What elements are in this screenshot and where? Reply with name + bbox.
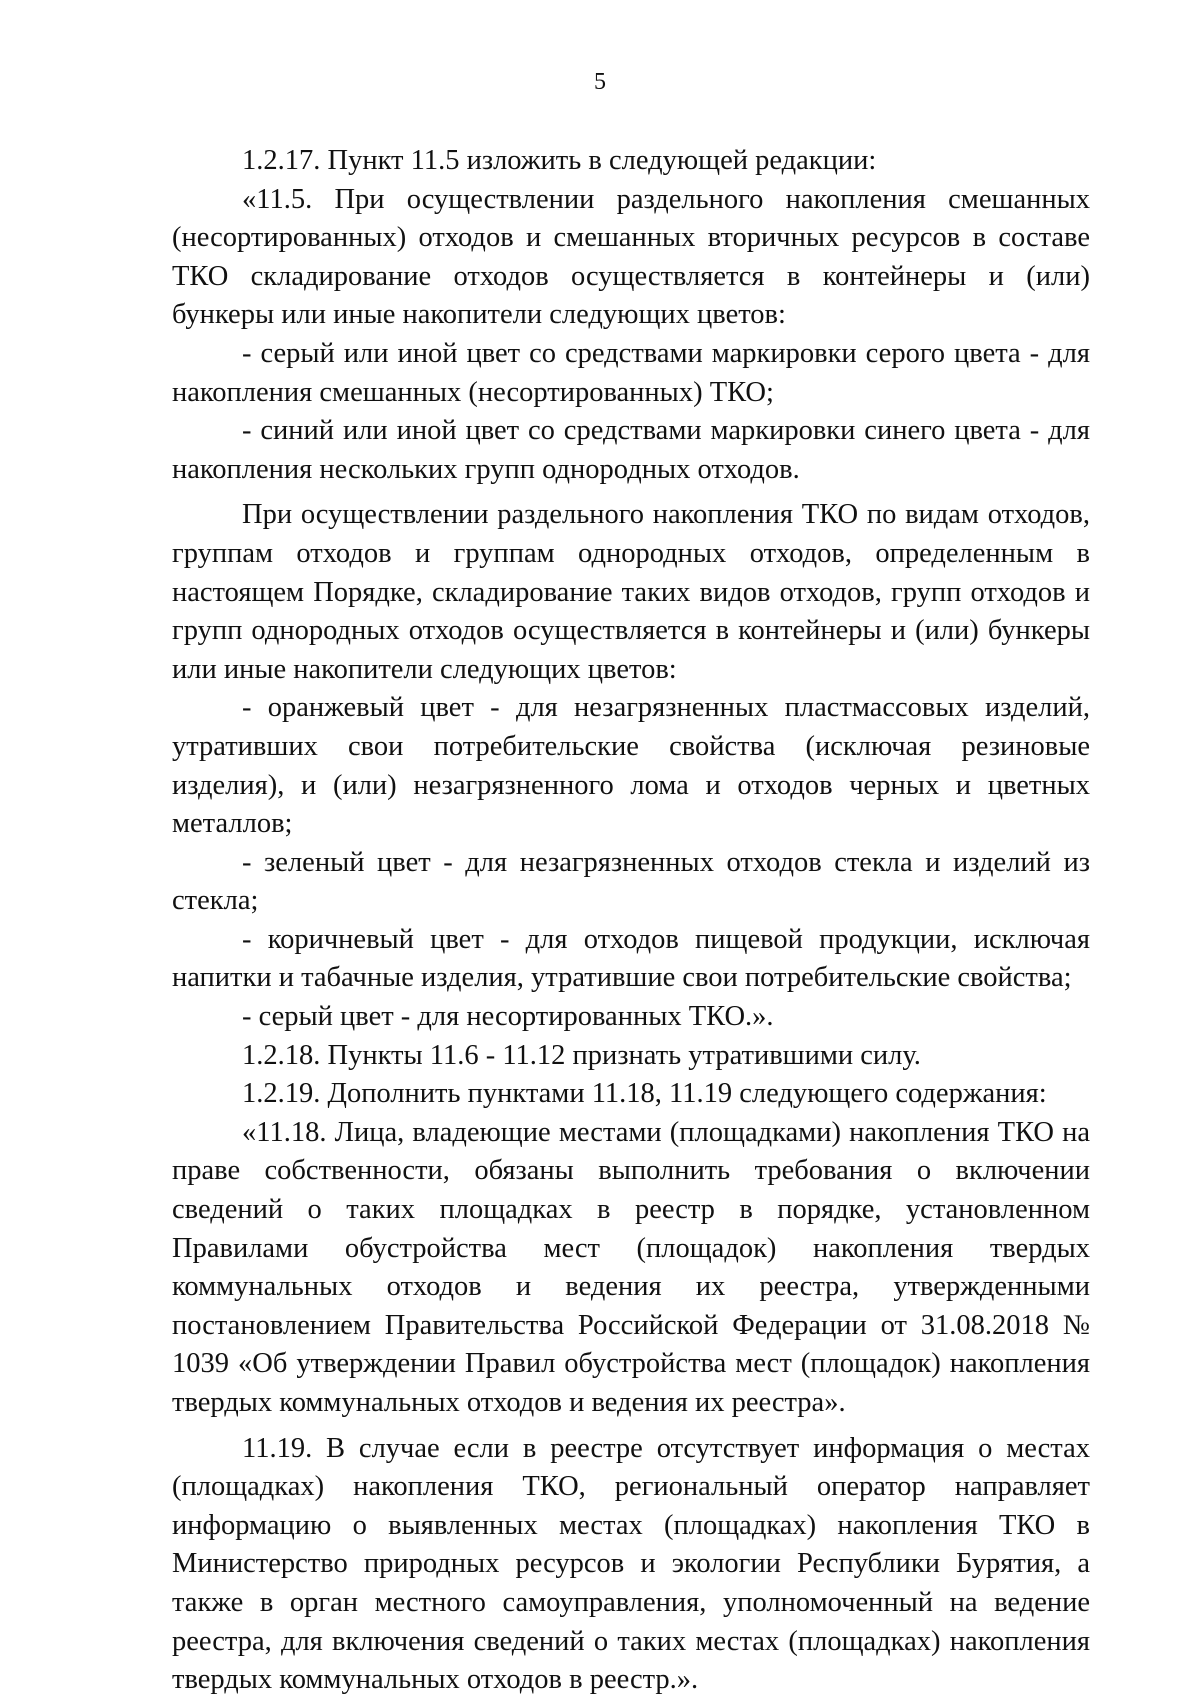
list-item-orange-container: - оранжевый цвет - для незагрязненных пластмассовых изделий, утративших свои потребительские свойства (исключая резиновые изделия), и (или) незагрязненного лома и отходов черных и цветных металлов; bbox=[172, 692, 1090, 840]
paragraph-11-19: 11.19. В случае если в реестре отсутствует информация о местах (площадках) накопления ТКО, региональный оператор направляет информацию о выявленных местах (площадках) накопления ТКО в Министерство природных ресурсов и экологии Республики Бурятия, а также в орган местного самоуправления, уполномоченный на ведение реестра, для включения сведений о таких местах (площадках) накопления твердых коммунальных отходов в реестр.». bbox=[172, 1432, 1090, 1696]
paragraph-separate-collection: При осуществлении раздельного накопления ТКО по видам отходов, группам отходов и группам однородных отходов, определенным в настоящем Порядке, складирование таких видов отходов, групп отходов и групп однородных отходов осуществляется в контейнеры и (или) бункеры или иные накопители следующих цветов: bbox=[172, 499, 1090, 685]
paragraph-spacer bbox=[172, 489, 1090, 496]
list-item-blue-container: - синий или иной цвет со средствами маркировки синего цвета - для накопления нескольких групп однородных отходов. bbox=[172, 415, 1090, 485]
list-item-gray-container: - серый или иной цвет со средствами маркировки серого цвета - для накопления смешанных (несортированных) ТКО; bbox=[172, 337, 1090, 408]
list-item-brown-container: - коричневый цвет - для отходов пищевой продукции, исключая напитки и табачные изделия, утратившие свои потребительские свойства; bbox=[172, 923, 1090, 994]
document-body bbox=[172, 142, 1090, 1700]
paragraph-11-18: «11.18. Лица, владеющие местами (площадками) накопления ТКО на праве собственности, обязаны выполнить требования о включении сведений о таких площадках в реестр в порядке, установленном Правилами обустройства мест (площадок) накопления твердых коммунальных отходов и ведения их реестра, утвержденными постановлением Правительства Российской Федерации от 31.08.2018 № 1039 «Об утверждении Правил обустройства мест (площадок) накопления твердых коммунальных отходов и ведения их реестра». bbox=[172, 1116, 1090, 1418]
paragraph-1-2-17: 1.2.17. Пункт 11.5 изложить в следующей редакции: bbox=[242, 145, 877, 176]
paragraph-11-5: «11.5. При осуществлении раздельного накопления смешанных (несортированных) отходов и смешанных вторичных ресурсов в составе ТКО складирование отходов осуществляется в контейнеры и (или) бункеры или иные накопители следующих цветов: bbox=[172, 183, 1090, 331]
list-item-gray-unsorted: - серый цвет - для несортированных ТКО.». bbox=[242, 1001, 774, 1033]
paragraph-spacer bbox=[172, 1423, 1090, 1430]
paragraph-1-2-19: 1.2.19. Дополнить пунктами 11.18, 11.19 следующего содержания: bbox=[242, 1078, 1047, 1110]
page-number: 5 bbox=[594, 69, 606, 95]
list-item-green-container: - зеленый цвет - для незагрязненных отходов стекла и изделий из стекла; bbox=[172, 846, 1090, 917]
paragraph-1-2-18: 1.2.18. Пункты 11.6 - 11.12 признать утратившими силу. bbox=[242, 1039, 921, 1071]
